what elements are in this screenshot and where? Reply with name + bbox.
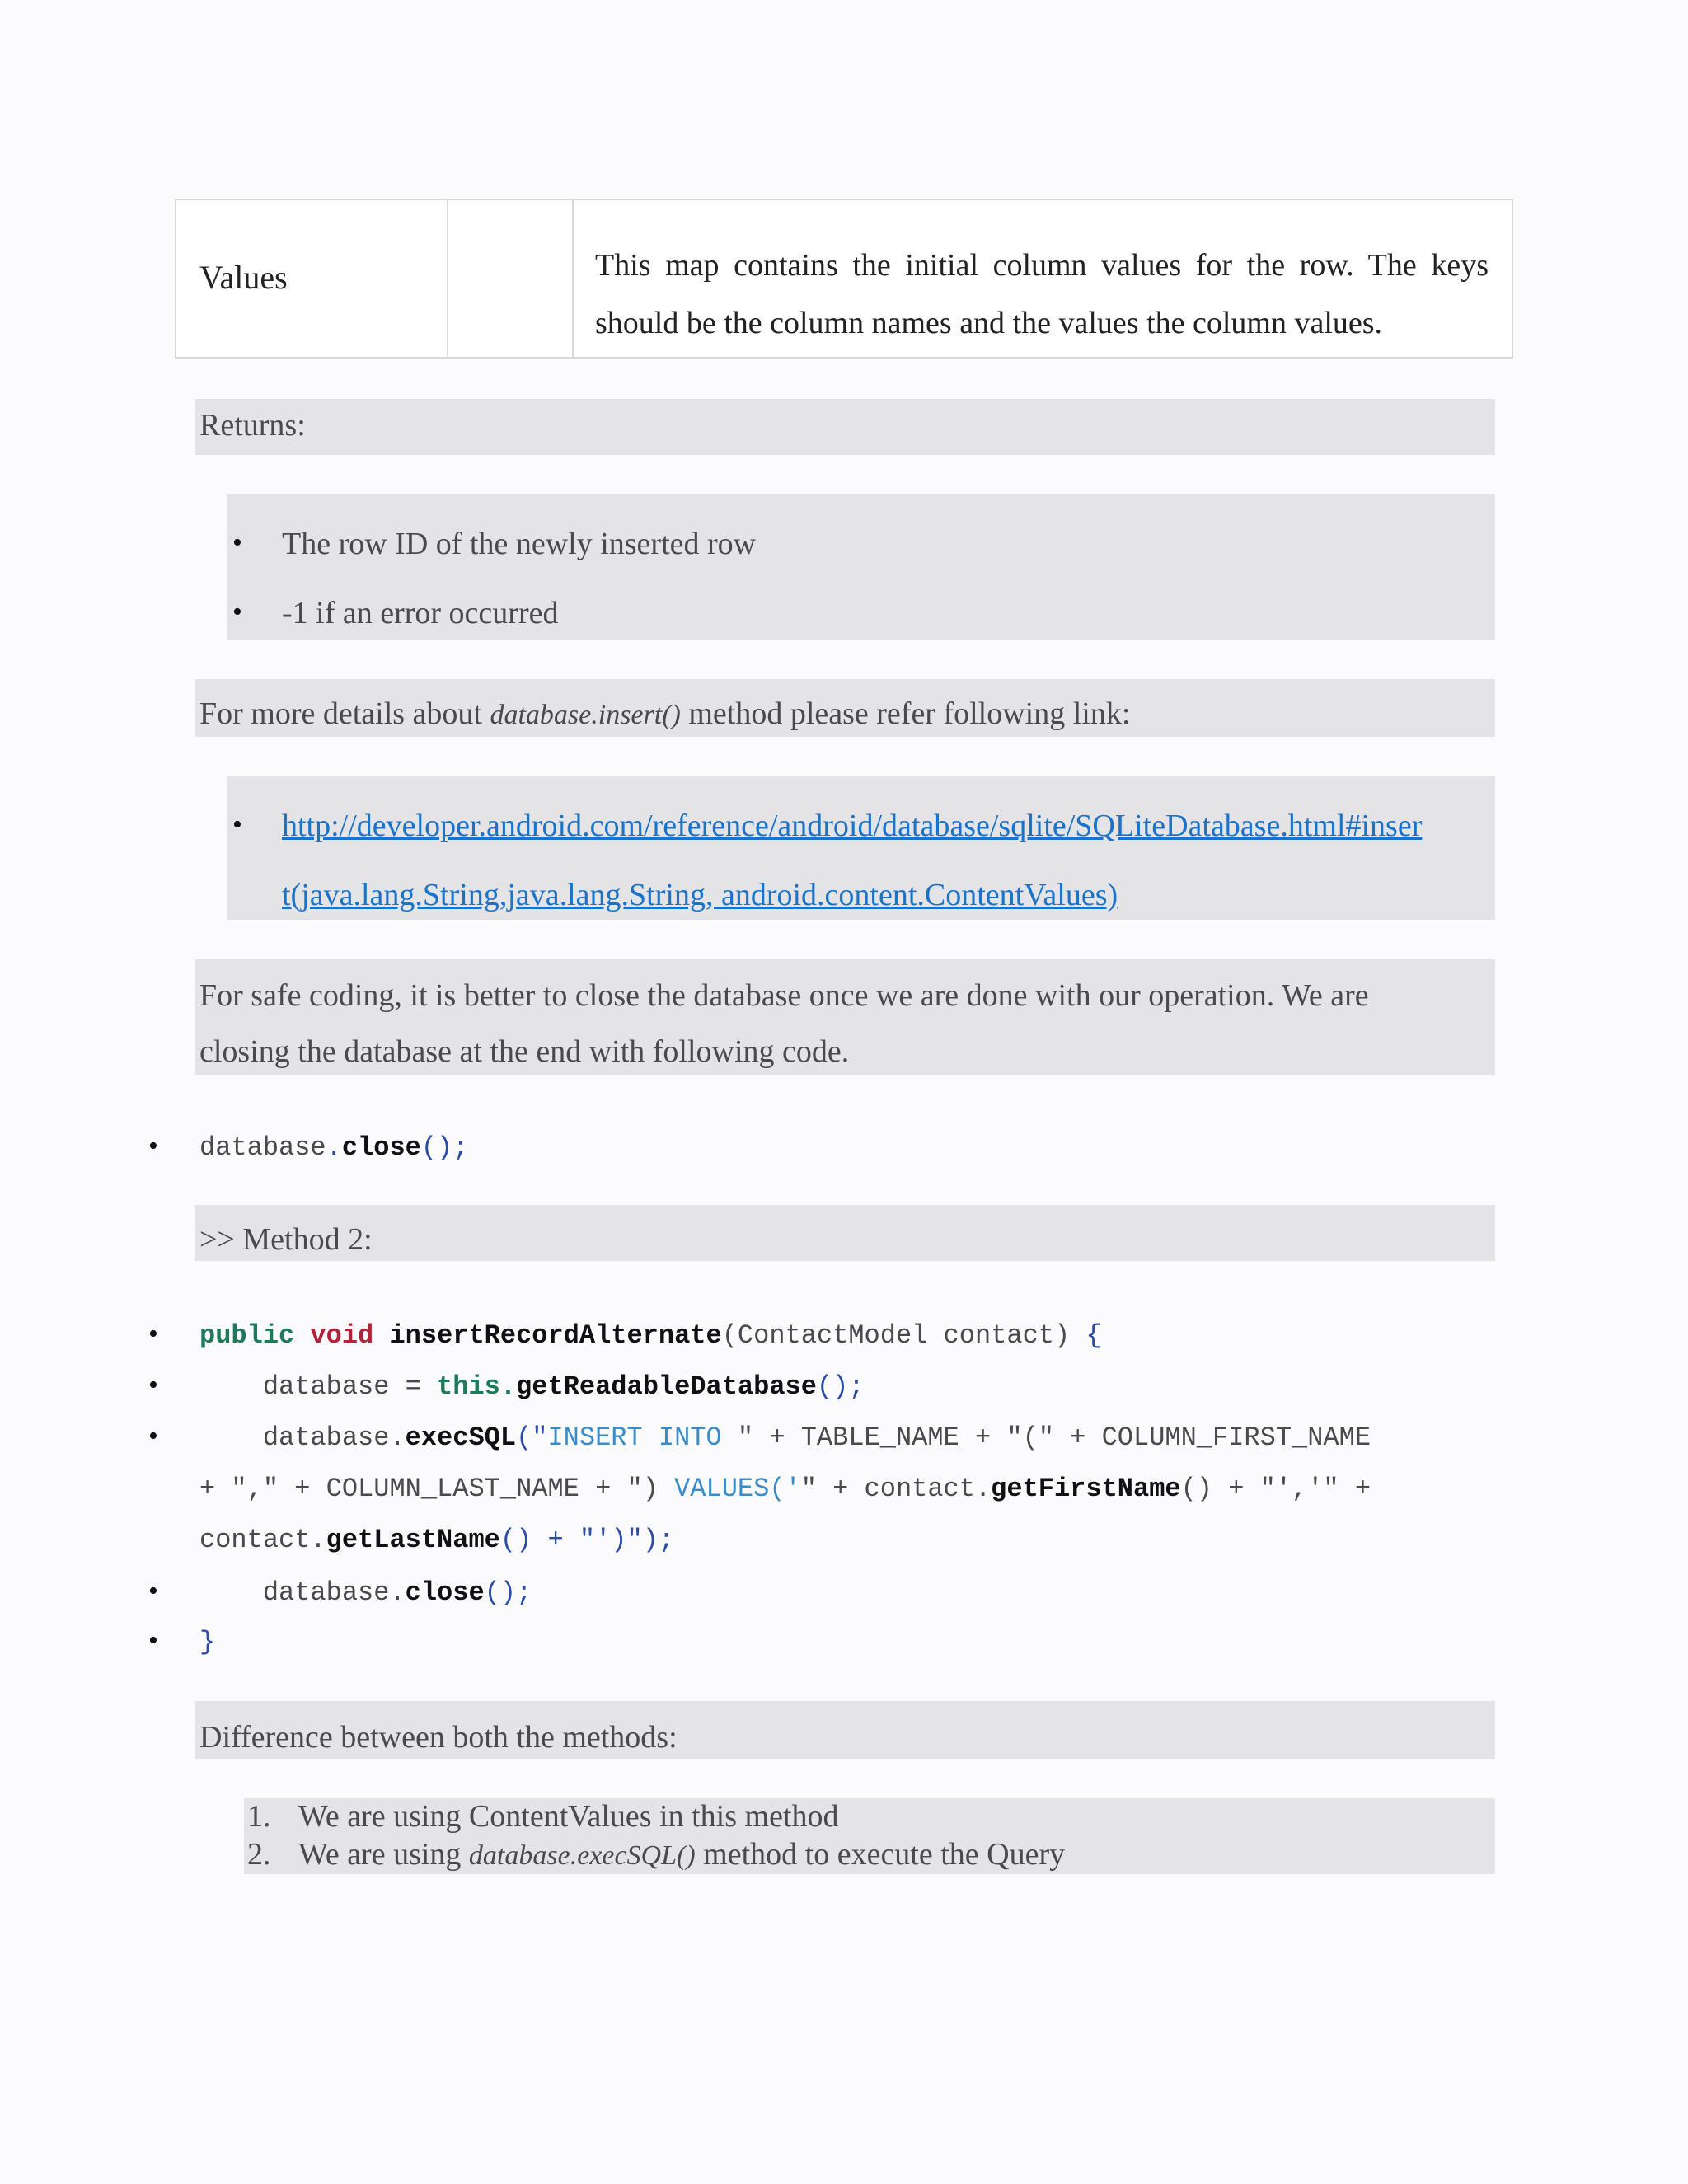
code-token: (ContactModel contact) [721, 1320, 1071, 1351]
difference-heading-box [195, 1701, 1495, 1759]
param-name-cell [176, 200, 448, 357]
param-description: This map contains the initial column values for the row. The keys should be the column names and the values the column values. [595, 248, 1489, 340]
param-description-cell [574, 200, 1512, 357]
code-token: getReadableDatabase [516, 1371, 817, 1402]
code-token: execSQL [405, 1422, 517, 1453]
code-line-6 [199, 1577, 532, 1608]
returns-item: The row ID of the newly inserted row [282, 527, 757, 561]
code-token: database. [199, 1422, 406, 1453]
bullet-icon: • [148, 1576, 158, 1606]
returns-heading: Returns: [199, 408, 306, 443]
code-token: (); [816, 1371, 865, 1402]
bullet-icon: • [148, 1319, 158, 1349]
code-token: this. [437, 1371, 517, 1402]
safe-coding-line1: For safe coding, it is better to close the database once we are done with our operation. We are [199, 978, 1369, 1013]
param-type-cell [448, 200, 574, 357]
bullet-icon: • [148, 1131, 158, 1161]
code-token: contact. [199, 1525, 326, 1555]
safe-coding-box [195, 959, 1495, 1075]
code-token: { [1070, 1320, 1102, 1351]
returns-item: -1 if an error occurred [282, 596, 559, 630]
method2-heading: >> Method 2: [199, 1222, 373, 1257]
returns-heading-box [195, 399, 1495, 455]
code-line-7: } [199, 1627, 216, 1657]
code-token: getLastName [326, 1525, 500, 1555]
code-line-4 [199, 1474, 1371, 1504]
difference-list [244, 1798, 1495, 1874]
list-number: 1. [247, 1799, 271, 1834]
code-token: . [326, 1132, 342, 1163]
sqlite-doc-link-line2[interactable]: t(java.lang.String,java.lang.String, android.content.ContentValues) [282, 878, 1118, 912]
bullet-icon: • [232, 809, 242, 840]
code-token: getFirstName [991, 1474, 1181, 1504]
bullet-icon: • [148, 1625, 158, 1656]
code-line-5 [199, 1525, 674, 1555]
bullet-icon: • [232, 527, 242, 558]
param-name: Values [199, 259, 288, 296]
code-token: (); [420, 1132, 469, 1163]
details-box [195, 679, 1495, 737]
safe-coding-line2: closing the database at the end with following code. [199, 1034, 850, 1069]
list-number: 2. [247, 1837, 271, 1872]
code-line-1 [199, 1320, 1102, 1351]
code-token: " + TABLE_NAME + "(" + COLUMN_FIRST_NAME [737, 1422, 1372, 1453]
text-part: database.execSQL() [468, 1840, 696, 1871]
sqlite-doc-link-line1[interactable]: http://developer.android.com/reference/android/database/sqlite/SQLiteDatabase.html#inser [282, 808, 1423, 843]
bullet-icon: • [148, 1370, 158, 1400]
code-token: close [341, 1132, 421, 1163]
code-token: close [405, 1577, 485, 1608]
code-token: database. [199, 1577, 406, 1608]
bullet-icon: • [148, 1421, 158, 1451]
code-line-2 [199, 1371, 865, 1402]
code-line-3 [199, 1422, 1371, 1453]
difference-item-1: We are using ContentValues in this method [298, 1799, 839, 1834]
code-token: INSERT INTO [547, 1422, 738, 1453]
details-prefix: For more details about [199, 696, 490, 731]
code-token: () + "','" + [1180, 1474, 1372, 1504]
code-token: public [199, 1320, 295, 1351]
code-token: insertRecordAlternate [389, 1320, 722, 1351]
difference-item-2 [298, 1836, 1065, 1872]
code-token: + "," + COLUMN_LAST_NAME + ") [199, 1474, 675, 1504]
details-method: database.insert() [490, 700, 681, 730]
details-suffix: method please refer following link: [680, 696, 1131, 731]
code-token: database = [199, 1371, 438, 1402]
method2-heading-box [195, 1205, 1495, 1261]
text-part: We are using [298, 1837, 469, 1872]
code-token: () + "')"); [499, 1525, 675, 1555]
code-token: (); [484, 1577, 532, 1608]
code-token: (" [516, 1422, 548, 1453]
code-token: VALUES(' [674, 1474, 801, 1504]
code-token: database [199, 1132, 326, 1163]
text-part: method to execute the Query [695, 1837, 1066, 1872]
details-text [199, 696, 1130, 732]
difference-heading: Difference between both the methods: [199, 1720, 678, 1755]
code-token: " + contact. [800, 1474, 992, 1504]
parameter-table [175, 199, 1513, 359]
returns-list [227, 494, 1495, 640]
code-token: void [310, 1320, 374, 1351]
close-code-line [199, 1132, 468, 1163]
bullet-icon: • [232, 597, 242, 627]
details-link-box [227, 776, 1495, 920]
